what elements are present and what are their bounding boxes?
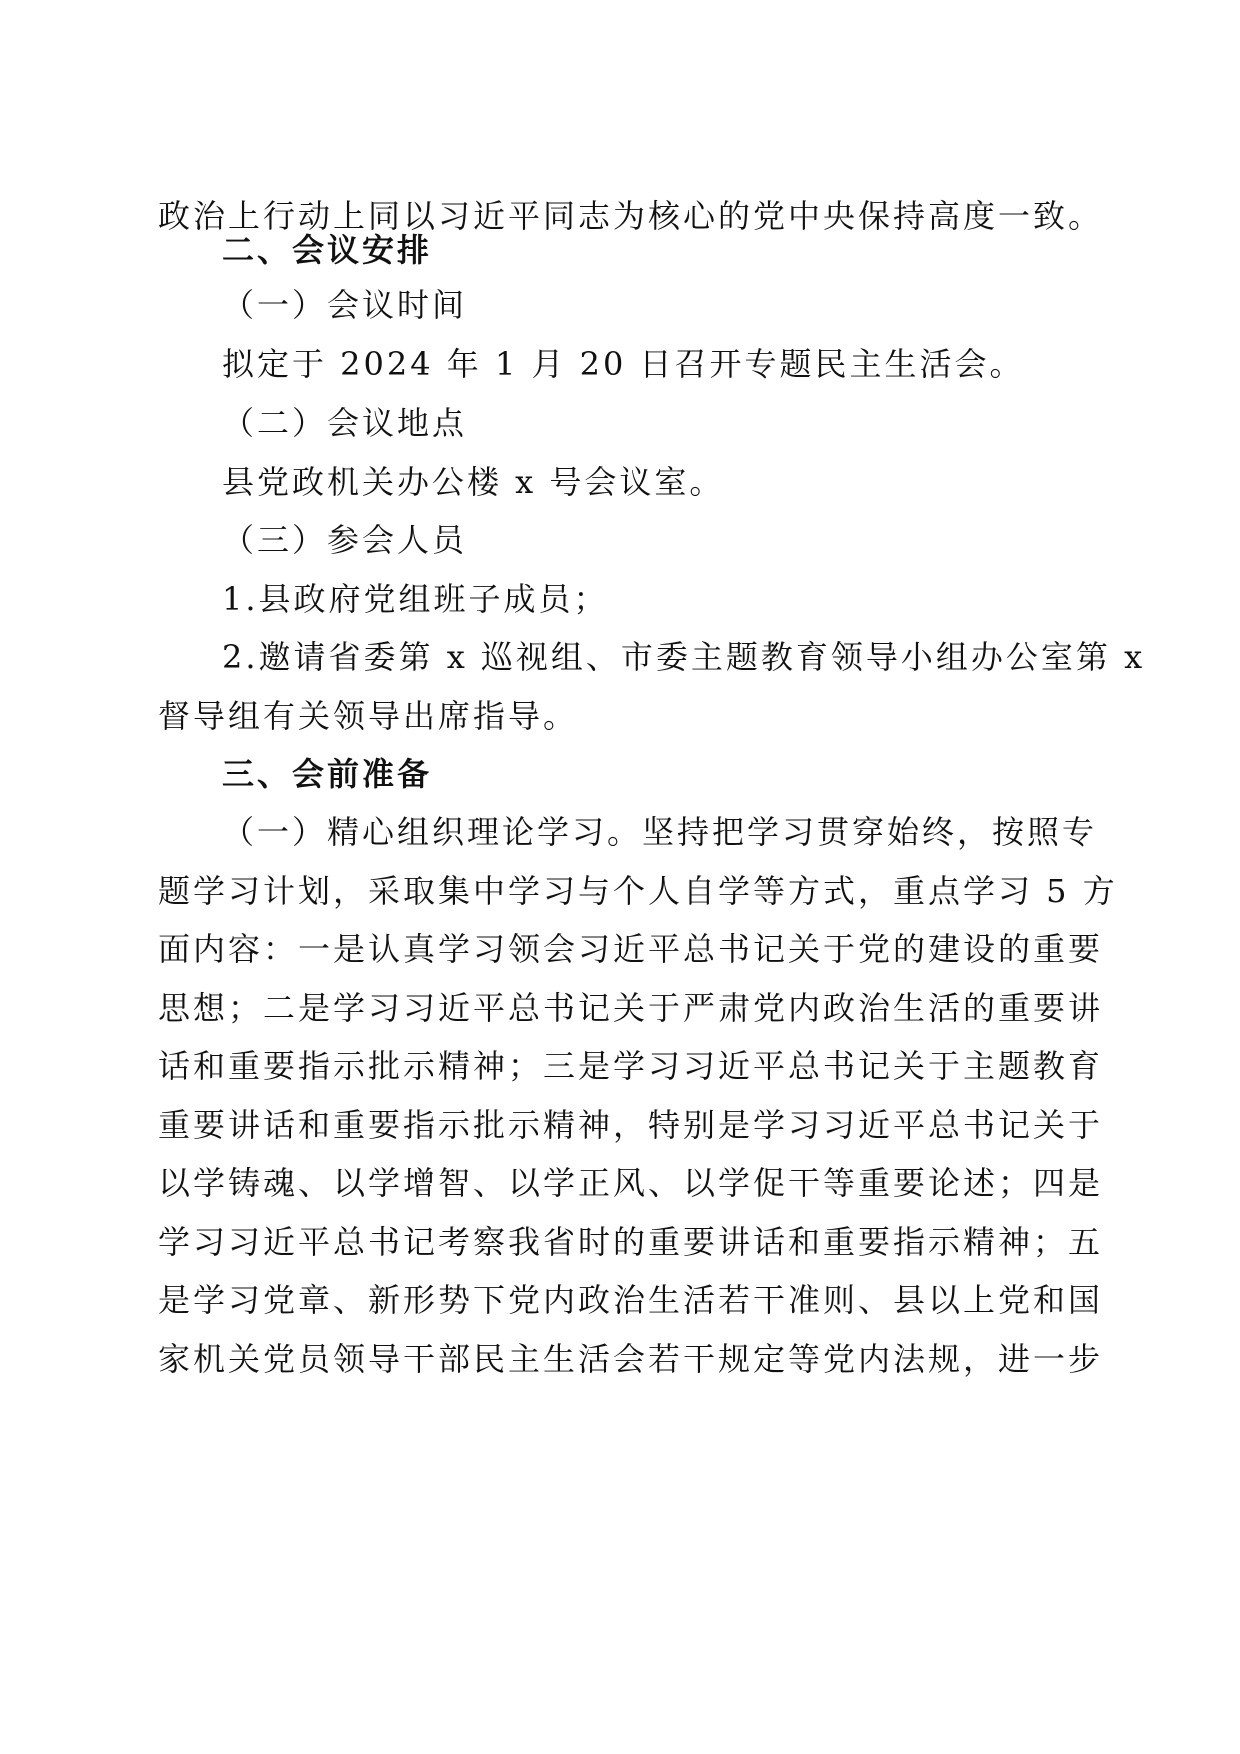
paragraph-line: 是学习党章、新形势下党内政治生活若干准则、县以上党和国 (158, 1281, 1104, 1319)
section-heading-preparation: 三、会前准备 (222, 755, 433, 793)
subsection-heading-meeting-time: （一）会议时间 (222, 286, 468, 324)
subsection-heading-meeting-place: （二）会议地点 (222, 404, 468, 442)
subsection-heading-attendees: （三）参会人员 (222, 521, 468, 559)
paragraph-line: 题学习计划，采取集中学习与个人自学等方式，重点学习 5 方 (158, 872, 1118, 910)
paragraph-line: 督导组有关领导出席指导。 (158, 697, 579, 735)
paragraph-line: 话和重要指示批示精神；三是学习习近平总书记关于主题教育 (158, 1047, 1104, 1085)
paragraph-line: 重要讲话和重要指示批示精神，特别是学习习近平总书记关于 (158, 1106, 1104, 1144)
paragraph-line: 拟定于 2024 年 1 月 20 日召开专题民主生活会。 (222, 345, 1025, 383)
paragraph-line: 以学铸魂、以学增智、以学正风、以学促干等重要论述；四是 (158, 1164, 1104, 1202)
paragraph-line: 家机关党员领导干部民主生活会若干规定等党内法规，进一步 (158, 1340, 1104, 1378)
paragraph-line: 思想；二是学习习近平总书记关于严肃党内政治生活的重要讲 (158, 989, 1104, 1027)
paragraph-line: 政治上行动上同以习近平同志为核心的党中央保持高度一致。 (158, 197, 1104, 235)
list-item: 2.邀请省委第 x 巡视组、市委主题教育领导小组办公室第 x (222, 638, 1146, 676)
paragraph-line: 面内容：一是认真学习领会习近平总书记关于党的建设的重要 (158, 930, 1104, 968)
paragraph-line: 学习习近平总书记考察我省时的重要讲话和重要指示精神；五 (158, 1223, 1104, 1261)
paragraph-line: （一）精心组织理论学习。坚持把学习贯穿始终，按照专 (222, 813, 1098, 851)
section-heading-meeting-arrangement: 二、会议安排 (222, 231, 433, 269)
list-item: 1.县政府党组班子成员； (222, 580, 609, 618)
paragraph-line: 县党政机关办公楼 x 号会议室。 (222, 463, 725, 501)
